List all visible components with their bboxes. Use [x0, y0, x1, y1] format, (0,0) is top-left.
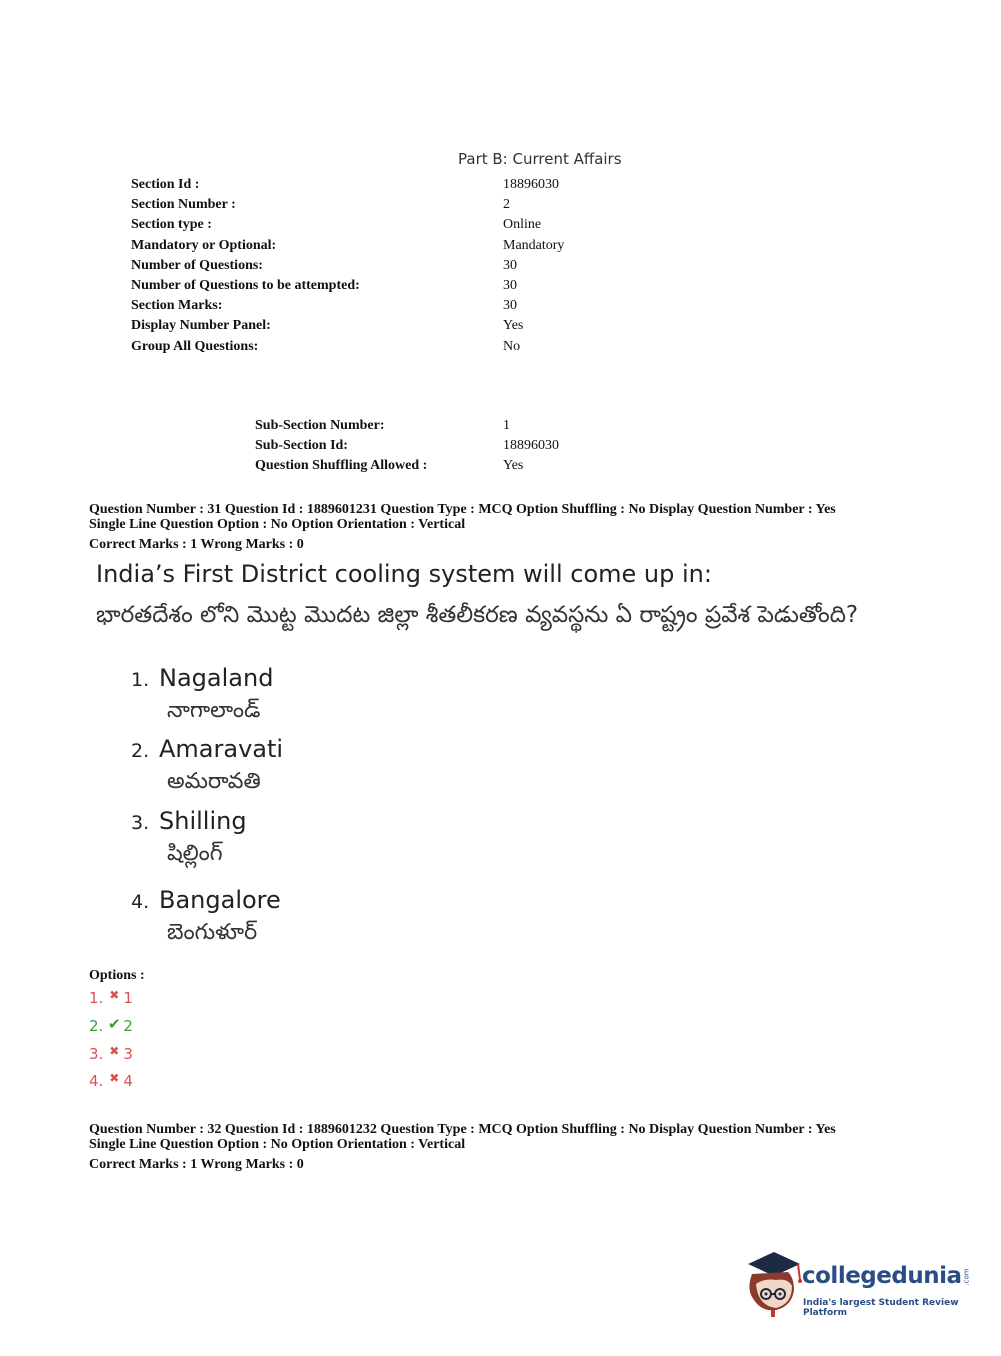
section-value: No — [503, 338, 521, 354]
subsection-value: 18896030 — [503, 438, 559, 454]
options-label: Options : — [89, 968, 145, 983]
section-value: 30 — [503, 257, 517, 273]
section-row — [131, 296, 564, 316]
section-label: Mandatory or Optional: — [131, 237, 277, 253]
section-label: Number of Questions to be attempted: — [131, 278, 360, 294]
answer-value: 1 — [123, 989, 133, 1007]
section-label: Section type : — [131, 217, 212, 233]
section-label: Section Id : — [131, 177, 200, 192]
answer-number: 3. — [89, 1045, 104, 1063]
answer-number: 4. — [89, 1072, 104, 1090]
section-value: Yes — [503, 318, 524, 334]
question-text-english: India’s First District cooling system will come up in: — [96, 560, 712, 588]
section-value: Mandatory — [503, 237, 565, 253]
option-3 — [131, 807, 247, 871]
option-number: 2. — [131, 740, 150, 762]
cross-icon: ✖ — [109, 1044, 120, 1058]
option-text-english: Shilling — [159, 807, 247, 835]
subsection-row — [255, 456, 559, 476]
answer-number: 2. — [89, 1017, 104, 1035]
collegedunia-mascot-icon — [742, 1250, 804, 1318]
option-text-telugu: షిల్లింగ్ — [167, 841, 223, 866]
cross-icon: ✖ — [109, 1071, 120, 1085]
answer-row-2 — [89, 1017, 133, 1035]
option-text-telugu: బెంగుళూర్ — [167, 920, 258, 945]
q31-meta-line2: Single Line Question Option : No Option Orientation : Vertical — [89, 517, 466, 532]
q31-meta-line1: Question Number : 31 Question Id : 1889601231 Question Type : MCQ Option Shuffling : No Display Question Number : Yes — [89, 502, 836, 517]
answer-value: 4 — [123, 1072, 133, 1090]
q32-meta-line1: Question Number : 32 Question Id : 1889601232 Question Type : MCQ Option Shuffling : No Display Question Number : Yes — [89, 1122, 836, 1137]
section-row — [131, 195, 564, 215]
option-4 — [131, 886, 281, 950]
section-row — [131, 175, 564, 195]
q32-meta-line2: Single Line Question Option : No Option Orientation : Vertical — [89, 1137, 466, 1152]
subsection-row — [255, 416, 559, 436]
q32-marks: Correct Marks : 1 Wrong Marks : 0 — [89, 1157, 304, 1172]
subsection-row — [255, 436, 559, 456]
q31-marks: Correct Marks : 1 Wrong Marks : 0 — [89, 537, 304, 552]
option-text-english: Nagaland — [159, 664, 274, 692]
option-2 — [131, 735, 283, 799]
cross-icon: ✖ — [109, 988, 120, 1002]
option-number: 1. — [131, 669, 150, 691]
section-label: Display Number Panel: — [131, 318, 271, 334]
answer-value: 3 — [123, 1045, 133, 1063]
section-value: 30 — [503, 278, 517, 294]
option-text-telugu: నాగాలాండ్ — [167, 698, 261, 723]
subsection-label: Sub-Section Id: — [255, 438, 348, 454]
subsection-info — [255, 416, 559, 477]
part-title: Part B: Current Affairs — [458, 150, 622, 168]
collegedunia-logo-text: collegedunia — [802, 1263, 962, 1289]
section-value: 30 — [503, 298, 517, 314]
logo-com-suffix: .com — [962, 1268, 971, 1286]
section-row — [131, 215, 564, 235]
section-label: Section Marks: — [131, 298, 223, 314]
section-row — [131, 276, 564, 296]
check-icon: ✔ — [108, 1015, 121, 1033]
subsection-label: Question Shuffling Allowed : — [255, 458, 428, 474]
answer-row-3 — [89, 1045, 133, 1063]
subsection-label: Sub-Section Number: — [255, 418, 385, 433]
logo-tagline: India's largest Student Review Platform — [803, 1298, 959, 1318]
subsection-value: Yes — [503, 458, 524, 474]
section-label: Section Number : — [131, 197, 236, 213]
option-number: 4. — [131, 891, 150, 913]
section-info — [131, 175, 564, 357]
option-text-telugu: అమరావతి — [167, 769, 261, 794]
answer-row-1 — [89, 989, 133, 1007]
answer-value: 2 — [123, 1017, 133, 1035]
section-label: Number of Questions: — [131, 257, 263, 273]
answer-number: 1. — [89, 989, 104, 1007]
question-text-telugu: భారతదేశం లోని మొట్ట మొదట జిల్లా శీతలీకరణ వ్యవస్థను ఏ రాష్ట్రం ప్రవేశ పెడుతోంది? — [96, 602, 859, 628]
section-value: 18896030 — [503, 177, 559, 192]
section-label: Group All Questions: — [131, 338, 259, 354]
section-row — [131, 316, 564, 336]
section-row — [131, 256, 564, 276]
section-value: 2 — [503, 197, 510, 213]
section-row — [131, 337, 564, 357]
option-text-english: Amaravati — [159, 735, 284, 763]
answer-row-4 — [89, 1072, 133, 1090]
subsection-value: 1 — [503, 418, 510, 433]
option-1 — [131, 664, 273, 728]
option-number: 3. — [131, 812, 150, 834]
option-text-english: Bangalore — [159, 886, 281, 914]
section-row — [131, 236, 564, 256]
section-value: Online — [503, 217, 542, 233]
